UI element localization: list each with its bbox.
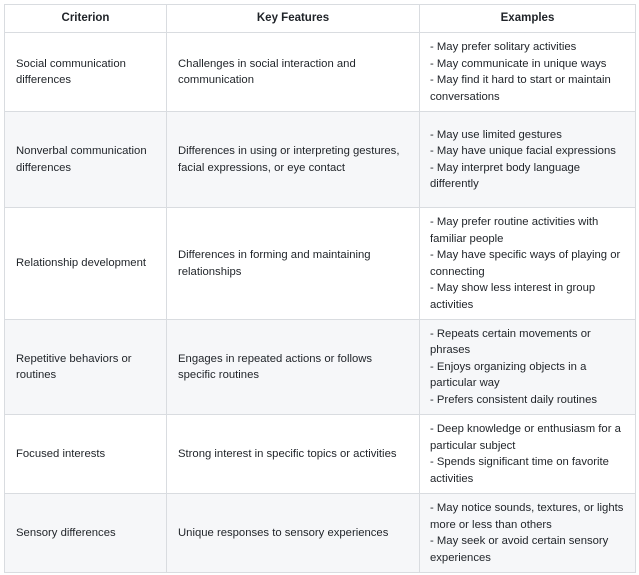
- example-line: - May find it hard to start or maintain conversations: [430, 74, 611, 103]
- header-examples: Examples: [420, 5, 636, 33]
- example-line: - Repeats certain movements or phrases: [430, 327, 591, 357]
- table-row: [5, 208, 636, 320]
- criterion-cell: Repetitive behaviors or routines: [5, 320, 167, 415]
- table-row: [5, 33, 636, 112]
- example-line: - May interpret body language differently: [430, 161, 581, 190]
- table-row: [5, 494, 636, 573]
- features-cell: Differences in forming and maintaining relationships: [167, 208, 420, 320]
- examples-cell: [420, 112, 636, 208]
- example-line: - May use limited gestures: [430, 128, 562, 141]
- header-key-features: Key Features: [167, 5, 420, 33]
- examples-cell: [420, 494, 636, 573]
- criterion-cell: Focused interests: [5, 415, 167, 494]
- example-line: - Enjoys organizing objects in a particular way: [430, 360, 587, 390]
- table-row: [5, 112, 636, 208]
- examples-cell: [420, 208, 636, 320]
- examples-cell: [420, 320, 636, 415]
- examples-cell: [420, 415, 636, 494]
- example-line: - Deep knowledge or enthusiasm for a particular subject: [430, 423, 621, 452]
- features-cell: Unique responses to sensory experiences: [167, 494, 420, 573]
- criterion-cell: Relationship development: [5, 208, 167, 320]
- example-line: - May seek or avoid certain sensory experiences: [430, 535, 609, 564]
- example-line: - May show less interest in group activities: [430, 282, 596, 311]
- table-row: [5, 415, 636, 494]
- features-cell: Engages in repeated actions or follows specific routines: [167, 320, 420, 415]
- criteria-table: [4, 4, 636, 573]
- example-line: - Spends significant time on favorite activities: [430, 456, 609, 485]
- features-cell: Strong interest in specific topics or activities: [167, 415, 420, 494]
- criterion-cell: Nonverbal communication differences: [5, 112, 167, 208]
- examples-cell: [420, 33, 636, 112]
- example-line: - May prefer routine activities with familiar people: [430, 216, 599, 245]
- example-line: - May notice sounds, textures, or lights more or less than others: [430, 502, 624, 531]
- example-line: - Prefers consistent daily routines: [430, 393, 598, 406]
- table-header-row: [5, 5, 636, 33]
- criterion-cell: Sensory differences: [5, 494, 167, 573]
- example-line: - May prefer solitary activities: [430, 41, 577, 53]
- criterion-cell: Social communication differences: [5, 33, 167, 112]
- example-line: - May communicate in unique ways: [430, 57, 607, 70]
- criteria-table-container: [4, 4, 635, 573]
- header-criterion: Criterion: [5, 5, 167, 33]
- features-cell: Challenges in social interaction and communication: [167, 33, 420, 112]
- table-row: [5, 320, 636, 415]
- features-cell: Differences in using or interpreting gestures, facial expressions, or eye contact: [167, 112, 420, 208]
- example-line: - May have unique facial expressions: [430, 145, 616, 157]
- example-line: - May have specific ways of playing or connecting: [430, 249, 621, 278]
